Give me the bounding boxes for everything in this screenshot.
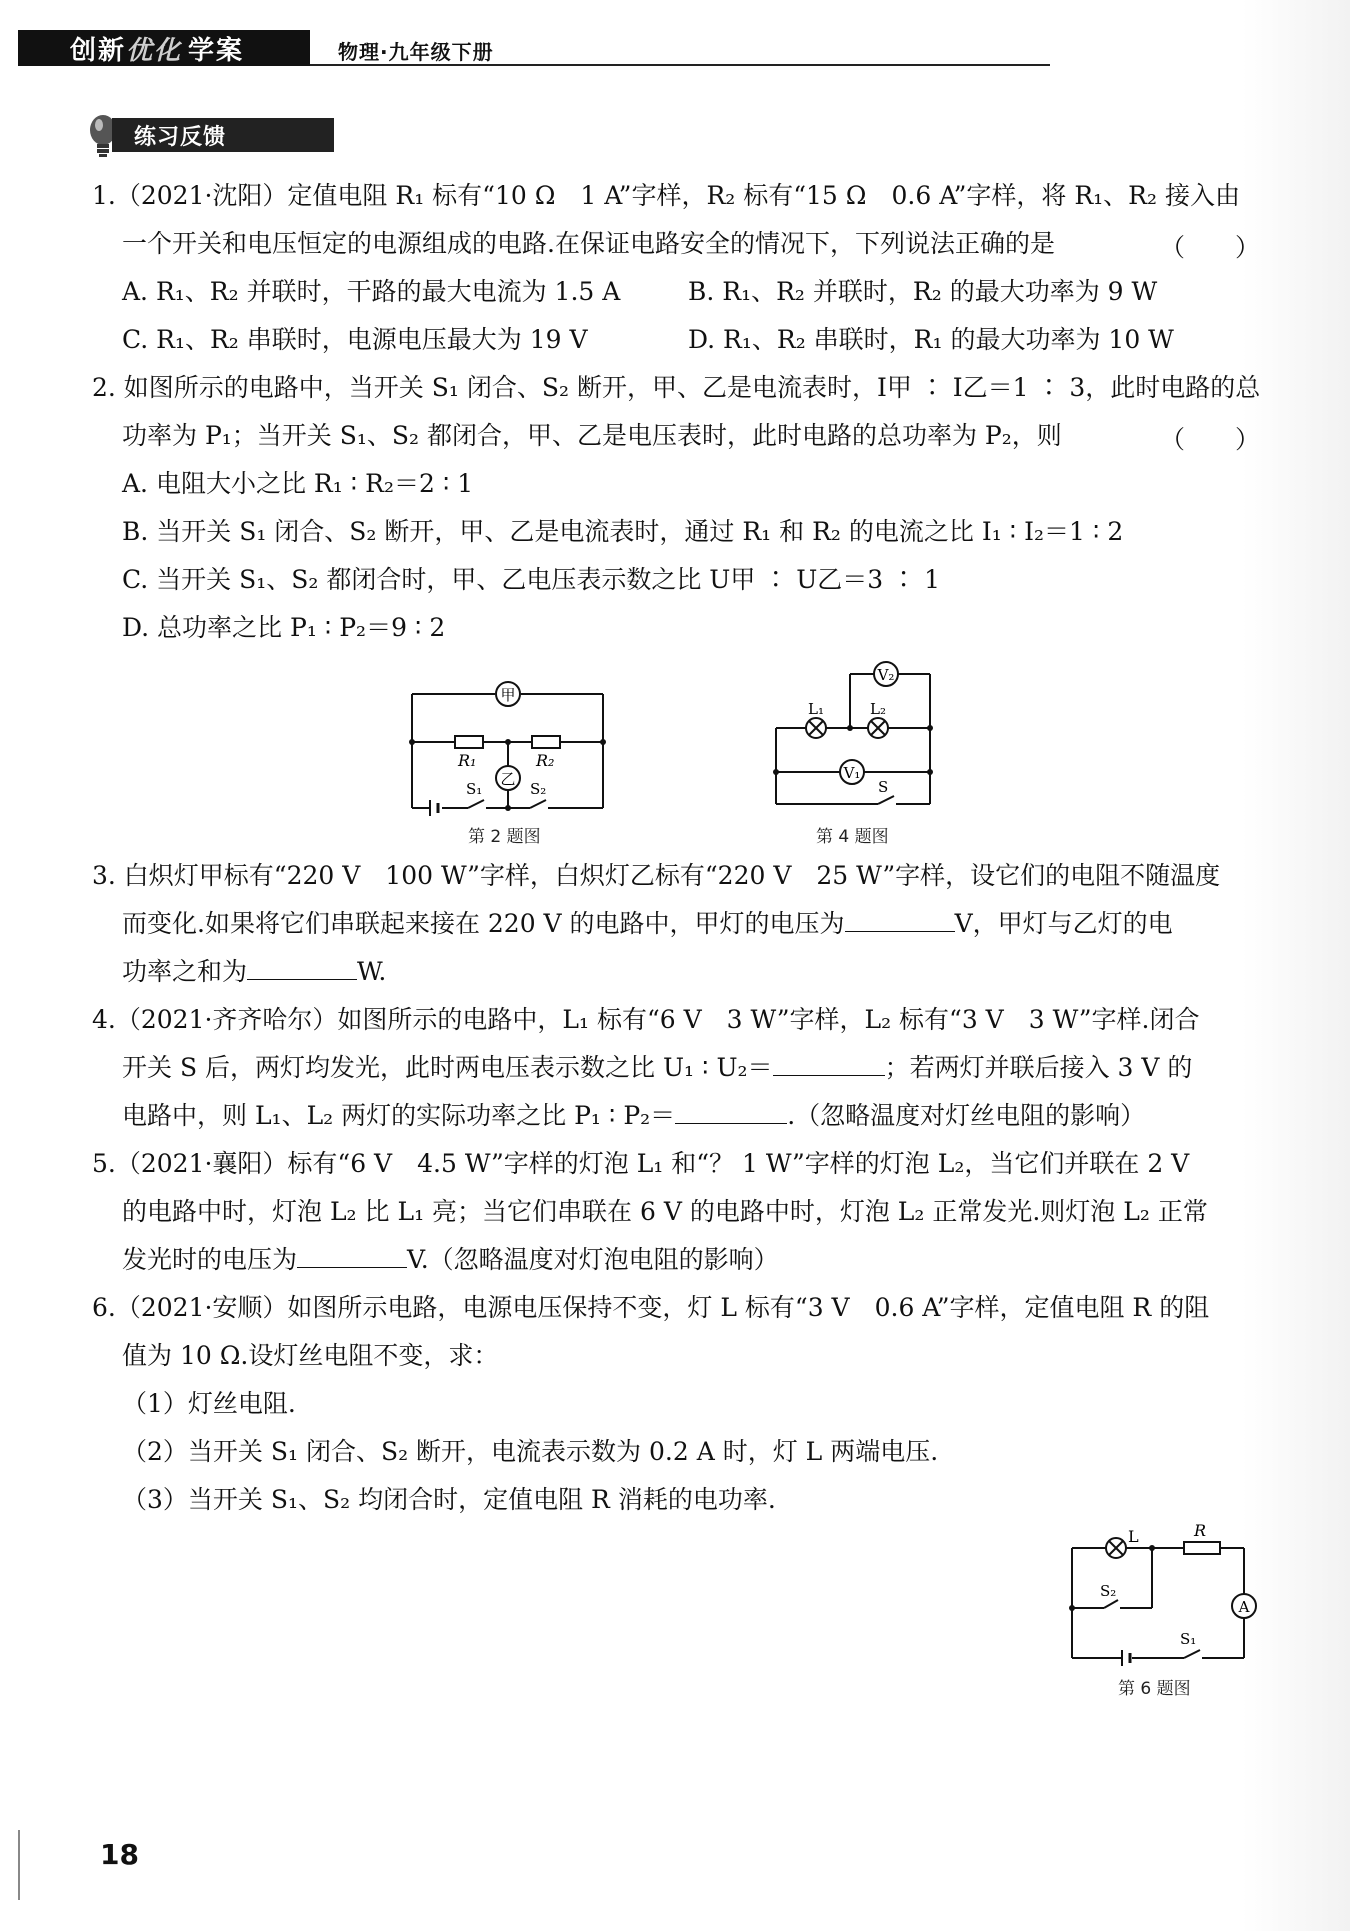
fig2-meter-mid-label: 乙 [500,770,516,788]
brand-text-b: 优化 [126,35,183,66]
fig2-meter-top-label: 甲 [500,686,516,704]
figure-6-caption: 第 6 题图 [1118,1679,1191,1699]
fig4-v2-label: V₂ [877,666,895,684]
q3-line-1: 3. 白炽灯甲标有“220 V 100 W”字样，白炽灯乙标有“220 V 25 W”字样，设它们的电阻不随温度 [92,861,1221,890]
brand-text-a: 创新 [70,35,127,66]
q3-line-2 [122,908,1173,940]
figure-2-circuit [400,676,610,816]
q4-line-2 [122,1052,1192,1084]
fig2-s2-label: S₂ [530,780,547,798]
q2-answer-paren: （ ） [1160,425,1261,454]
fig4-v1-label: V₁ [843,764,861,782]
header-rule [310,64,1050,66]
q4-line-1: 4.（2021·齐齐哈尔）如图所示的电路中，L₁ 标有“6 V 3 W”字样，L₂ 标有“3 V 3 W”字样.闭合 [92,1005,1200,1034]
q2-option-d: D. 总功率之比 P₁ ∶ P₂＝9 ∶ 2 [122,613,446,642]
q3-line-2a: 而变化.如果将它们串联起来接在 220 V 的电路中，甲灯的电压为 [122,909,845,938]
fig4-s-label: S [878,778,889,796]
q5-blank[interactable] [297,1245,407,1268]
fig6-r-label: R [1194,1521,1207,1540]
q4-line-2a: 开关 S 后，两灯均发光，此时两电压表示数之比 U₁ ∶ U₂＝ [122,1053,773,1082]
q6-part-1: （1）灯丝电阻. [122,1389,296,1418]
q3-blank-1[interactable] [845,909,955,932]
fig4-l1-label: L₁ [808,700,824,718]
q3-blank-2[interactable] [247,957,357,980]
fig2-r1-label: R₁ [458,751,477,770]
fig6-lamp-label: L [1128,1527,1139,1546]
margin-rule [18,1830,20,1900]
q2-line-2: 功率为 P₁；当开关 S₁、S₂ 都闭合，甲、乙是电压表时，此时电路的总功率为 P₂，则 [122,421,1062,450]
q6-part-2: （2）当开关 S₁ 闭合、S₂ 断开，电流表示数为 0.2 A 时，灯 L 两端电压. [122,1437,939,1466]
fig6-ammeter-label: A [1238,1598,1250,1616]
q4-line-3 [122,1100,1145,1132]
q3-line-2b: V，甲灯与乙灯的电 [954,909,1173,938]
fig2-s1-label: S₁ [466,780,483,798]
q4-blank-2[interactable] [675,1101,787,1124]
fig6-s1-label: S₁ [1180,1630,1197,1648]
q5-line-3 [122,1244,779,1276]
q3-line-3 [122,956,386,988]
q5-line-1: 5.（2021·襄阳）标有“6 V 4.5 W”字样的灯泡 L₁ 和“？ 1 W”字样的灯泡 L₂，当它们并联在 2 V [92,1149,1190,1178]
q5-line-3a: 发光时的电压为 [122,1245,298,1274]
page-header [18,30,1318,70]
page-number: 18 [100,1838,139,1871]
q1-option-b: B. R₁、R₂ 并联时，R₂ 的最大功率为 9 W [688,277,1158,306]
q6-line-2: 值为 10 Ω.设灯丝电阻不变，求： [122,1341,499,1370]
q6-part-3: （3）当开关 S₁、S₂ 均闭合时，定值电阻 R 消耗的电功率. [122,1485,776,1514]
q4-blank-1[interactable] [773,1053,885,1076]
subject-title: 物理·九年级下册 [338,40,494,64]
q1-answer-paren: （ ） [1160,233,1261,262]
q1-option-a: A. R₁、R₂ 并联时，干路的最大电流为 1.5 A [122,277,621,306]
fig6-s2-label: S₂ [1100,1582,1117,1600]
q4-line-3a: 电路中，则 L₁、L₂ 两灯的实际功率之比 P₁ ∶ P₂＝ [122,1101,676,1130]
fig4-l2-label: L₂ [870,700,886,718]
q1-option-c: C. R₁、R₂ 串联时，电源电压最大为 19 V [122,325,588,354]
figure-2-caption: 第 2 题图 [468,827,541,847]
q1-option-d: D. R₁、R₂ 串联时，R₁ 的最大功率为 10 W [688,325,1174,354]
q5-line-3b: V.（忽略温度对灯泡电阻的影响） [407,1245,779,1274]
q4-line-2b: ；若两灯并联后接入 3 V 的 [884,1053,1193,1082]
q3-line-3a: 功率之和为 [122,957,248,986]
q1-line-2: 一个开关和电压恒定的电源组成的电路.在保证电路安全的情况下，下列说法正确的是 [122,229,1055,258]
q1-line-1: 1.（2021·沈阳）定值电阻 R₁ 标有“10 Ω 1 A”字样，R₂ 标有“15 Ω 0.6 A”字样，将 R₁、R₂ 接入由 [92,181,1240,210]
q4-line-3b: .（忽略温度对灯丝电阻的影响） [787,1101,1146,1130]
figure-6-circuit [1066,1520,1266,1670]
q3-line-3b: W. [357,957,387,986]
q2-option-a: A. 电阻大小之比 R₁ ∶ R₂＝2 ∶ 1 [122,469,474,498]
brand-text-c: 学案 [188,35,245,66]
q2-option-c: C. 当开关 S₁、S₂ 都闭合时，甲、乙电压表示数之比 U甲 ∶ U乙＝3 ∶ 1 [122,565,941,594]
fig2-r2-label: R₂ [536,751,555,770]
q5-line-2: 的电路中时，灯泡 L₂ 比 L₁ 亮；当它们串联在 6 V 的电路中时，灯泡 L₂ 正常发光.则灯泡 L₂ 正常 [122,1197,1208,1226]
figure-4-caption: 第 4 题图 [816,827,889,847]
brand-banner [18,30,310,66]
figure-4-circuit [766,656,946,816]
q2-line-1: 2. 如图所示的电路中，当开关 S₁ 闭合、S₂ 断开，甲、乙是电流表时，I甲 ∶ I乙＝1 ∶ 3，此时电路的总 [92,373,1261,402]
q6-line-1: 6.（2021·安顺）如图所示电路，电源电压保持不变，灯 L 标有“3 V 0.6 A”字样，定值电阻 R 的阻 [92,1293,1210,1322]
section-title: 练习反馈 [112,118,334,152]
q2-option-b: B. 当开关 S₁ 闭合、S₂ 断开，甲、乙是电流表时，通过 R₁ 和 R₂ 的电流之比 I₁ ∶ I₂＝1 ∶ 2 [122,517,1124,546]
